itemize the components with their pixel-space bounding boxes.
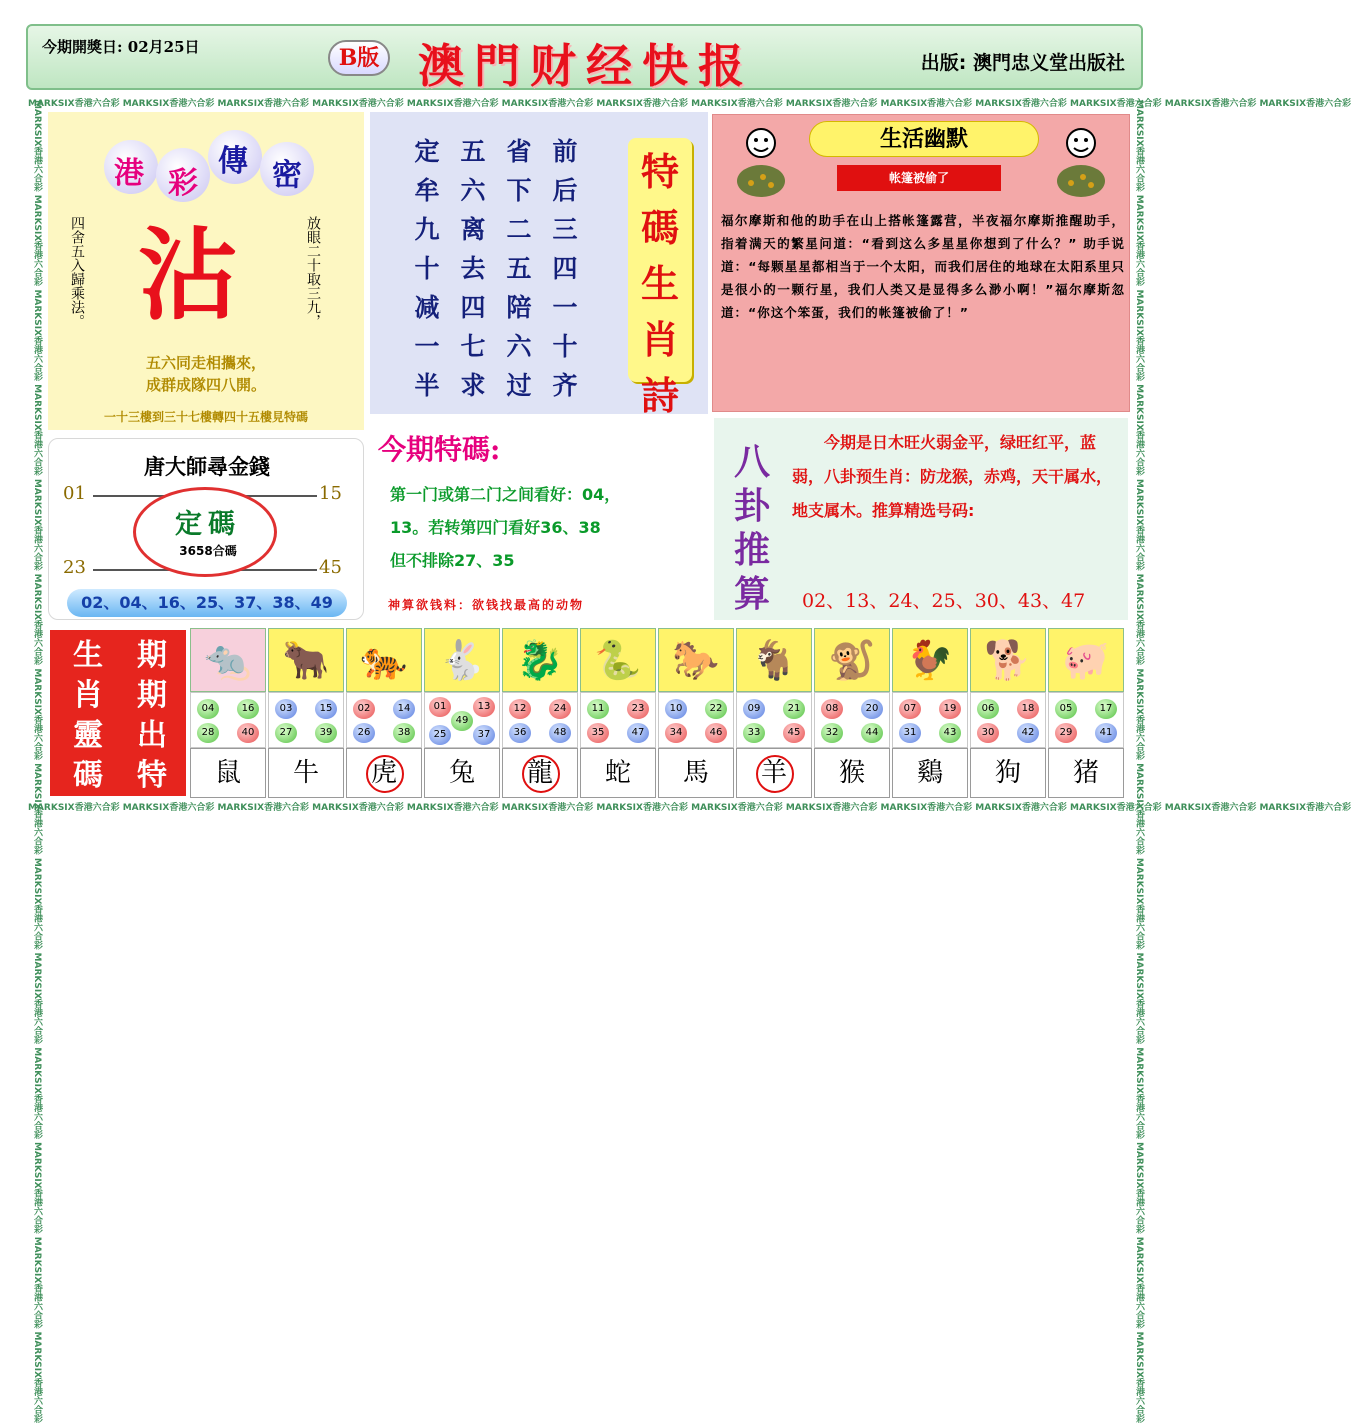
poem-character: 后 bbox=[552, 176, 578, 205]
issue-date: 今期開獎日: 02月25日 bbox=[42, 38, 200, 56]
bagua-character: 八 bbox=[733, 441, 770, 483]
number-ball: 36 bbox=[509, 723, 531, 743]
zodiac-image bbox=[814, 628, 890, 692]
zodiac-image bbox=[892, 628, 968, 692]
humor-title: 生活幽默 bbox=[809, 121, 1039, 157]
poem-character: 陪 bbox=[506, 293, 532, 322]
issue-panel bbox=[370, 418, 708, 622]
number-ball: 47 bbox=[627, 723, 649, 743]
issue-foot: 神算欲钱料：欲钱找最高的动物 bbox=[388, 598, 585, 612]
gangcai-panel bbox=[48, 112, 364, 430]
poem-character: 省 bbox=[506, 137, 532, 166]
poem-character: 牟 bbox=[414, 176, 440, 205]
number-ball: 17 bbox=[1095, 699, 1117, 719]
poem-character: 六 bbox=[506, 332, 532, 361]
humor-panel bbox=[712, 114, 1130, 412]
zodiac-name bbox=[190, 748, 266, 798]
poem-character: 四 bbox=[552, 254, 578, 283]
gangcai-char: 港 bbox=[114, 156, 144, 191]
zodiac-name bbox=[1048, 748, 1124, 798]
poem-character: 十 bbox=[552, 332, 578, 361]
tang-number: 15 bbox=[319, 483, 342, 504]
tang-number-bar: 02、04、16、25、37、38、49 bbox=[67, 589, 347, 617]
issue-line: 第一门或第二门之间看好：04， bbox=[390, 485, 621, 504]
poem-character: 七 bbox=[460, 332, 486, 361]
snake-icon: 🐍 bbox=[594, 638, 642, 682]
zodiac-name-text: 狗 bbox=[994, 758, 1021, 788]
number-ball: 19 bbox=[939, 699, 961, 719]
label-character: 生 bbox=[73, 638, 103, 673]
zodiac-image bbox=[424, 628, 500, 692]
tema-character: 特 bbox=[640, 149, 679, 194]
poem-line: 五六同走相攜來， bbox=[145, 354, 266, 372]
poem-character: 五 bbox=[460, 137, 486, 166]
poem-character: 三 bbox=[552, 215, 578, 244]
zodiac-name-text: 馬 bbox=[682, 758, 709, 788]
tiger-icon: 🐅 bbox=[360, 638, 408, 682]
heima-label: 3658合碼 bbox=[179, 544, 237, 558]
poem-character: 半 bbox=[414, 371, 440, 400]
poem-character: 过 bbox=[506, 371, 532, 400]
poem-column bbox=[456, 132, 490, 405]
zodiac-name-text: 猴 bbox=[838, 758, 865, 788]
zodiac-image bbox=[502, 628, 578, 692]
number-ball: 15 bbox=[315, 699, 337, 719]
number-ball: 04 bbox=[197, 699, 219, 719]
horse-icon: 🐎 bbox=[672, 638, 720, 682]
watermark-left: MARKSIX香港六合彩 MARKSIX香港六合彩 MARKSIX香港六合彩 MARKSIX香港六合彩 MARKSIX香港六合彩 MARKSIX香港六合彩 MARKSIX香港六合彩 MARKSIX香港六合彩 MARKSIX香港六合彩 MARKSIX香港六合彩 MARKSIX香港六合彩 MARKSIX香港六合彩 MARKSIX香港六合彩 MARKSIX香港六合彩 bbox=[32, 100, 42, 1423]
zodiac-name bbox=[502, 748, 578, 798]
monkey-icon: 🐒 bbox=[828, 638, 876, 682]
zodiac-image bbox=[658, 628, 734, 692]
number-ball: 09 bbox=[743, 699, 765, 719]
number-ball: 14 bbox=[393, 699, 415, 719]
tang-number: 23 bbox=[63, 557, 86, 578]
number-ball: 38 bbox=[393, 723, 415, 743]
issue-body bbox=[390, 478, 702, 577]
number-ball: 10 bbox=[665, 699, 687, 719]
zodiac-balls bbox=[190, 692, 266, 748]
poem-character: 减 bbox=[414, 293, 440, 322]
bagua-character: 算 bbox=[733, 573, 770, 615]
label-character: 特 bbox=[137, 758, 167, 793]
rat-icon: 🐀 bbox=[204, 638, 252, 682]
zodiac-balls bbox=[658, 692, 734, 748]
number-ball: 45 bbox=[783, 723, 805, 743]
number-ball: 31 bbox=[899, 723, 921, 743]
zodiac-image bbox=[190, 628, 266, 692]
tang-number: 45 bbox=[319, 557, 342, 578]
tang-master-panel bbox=[48, 438, 364, 620]
edition-badge: B版 bbox=[328, 40, 390, 76]
label-character: 出 bbox=[137, 718, 167, 753]
humor-subtitle: 帐篷被偷了 bbox=[837, 165, 1001, 191]
zodiac-name bbox=[580, 748, 656, 798]
bagua-title bbox=[730, 440, 774, 616]
poem-character: 二 bbox=[506, 215, 532, 244]
dingma-ellipse bbox=[133, 487, 277, 577]
number-ball: 18 bbox=[1017, 699, 1039, 719]
zodiac-balls bbox=[892, 692, 968, 748]
zodiac-image bbox=[970, 628, 1046, 692]
number-ball: 08 bbox=[821, 699, 843, 719]
publisher-label: 出版: 澳門忠义堂出版社 bbox=[920, 52, 1125, 74]
poem-character: 一 bbox=[552, 293, 578, 322]
number-ball: 03 bbox=[275, 699, 297, 719]
number-ball: 11 bbox=[587, 699, 609, 719]
zodiac-name-text: 鼠 bbox=[214, 758, 241, 788]
zodiac-balls bbox=[346, 692, 422, 748]
humor-body: 福尔摩斯和他的助手在山上搭帐篷露营，半夜福尔摩斯推醒助手，指着满天的繁星问道：“看到这么多星星你想到了什么？” 助手说道：“每颗星星都相当于一个太阳，而我们居住的地球在太阳系里只是很小的一颗行星，我们人类又是显得多么渺小啊！”福尔摩斯忽道：“你这个笨蛋，我们的帐篷被偷了！” bbox=[721, 213, 1125, 320]
label-character: 碼 bbox=[73, 758, 103, 793]
poem-character: 下 bbox=[506, 176, 532, 205]
poem-character: 离 bbox=[460, 215, 486, 244]
issue-line: 13。若转第四门看好36、38 bbox=[390, 518, 601, 537]
zodiac-name bbox=[346, 748, 422, 798]
zodiac-balls bbox=[268, 692, 344, 748]
number-ball: 37 bbox=[473, 725, 495, 745]
zodiac-balls bbox=[736, 692, 812, 748]
pig-icon: 🐖 bbox=[1062, 638, 1110, 682]
poem-character: 齐 bbox=[552, 371, 578, 400]
gangcai-logo bbox=[104, 128, 324, 201]
number-ball: 42 bbox=[1017, 723, 1039, 743]
number-ball: 33 bbox=[743, 723, 765, 743]
poem-character: 定 bbox=[414, 137, 440, 166]
zodiac-image bbox=[580, 628, 656, 692]
zodiac-name bbox=[268, 748, 344, 798]
zodiac-image bbox=[268, 628, 344, 692]
bagua-panel bbox=[714, 418, 1128, 620]
zodiac-name-text: 蛇 bbox=[604, 758, 631, 788]
zodiac-image bbox=[1048, 628, 1124, 692]
floor-line: 一十三樓到三十七樓轉四十五樓見特碼 bbox=[103, 410, 308, 424]
poem-character: 去 bbox=[460, 254, 486, 283]
number-ball: 16 bbox=[237, 699, 259, 719]
zodiac-balls bbox=[502, 692, 578, 748]
ox-icon: 🐂 bbox=[282, 638, 330, 682]
label-character: 期 bbox=[137, 678, 167, 713]
poem-column bbox=[410, 132, 444, 405]
number-ball: 05 bbox=[1055, 699, 1077, 719]
zodiac-balls bbox=[424, 692, 500, 748]
mascot-icon bbox=[1053, 123, 1109, 199]
gangcai-poem bbox=[48, 352, 364, 396]
zodiac-name bbox=[424, 748, 500, 798]
zodiac-name bbox=[892, 748, 968, 798]
number-ball: 32 bbox=[821, 723, 843, 743]
bagua-character: 推 bbox=[733, 529, 770, 571]
number-ball: 26 bbox=[353, 723, 375, 743]
tema-poem-box bbox=[628, 138, 692, 418]
zodiac-balls bbox=[970, 692, 1046, 748]
number-ball: 46 bbox=[705, 723, 727, 743]
zodiac-image bbox=[346, 628, 422, 692]
number-ball: 21 bbox=[783, 699, 805, 719]
tema-character: 生 bbox=[640, 261, 679, 306]
zodiac-balls bbox=[580, 692, 656, 748]
number-ball: 34 bbox=[665, 723, 687, 743]
watermark-bottom: MARKSIX香港六合彩 MARKSIX香港六合彩 MARKSIX香港六合彩 MARKSIX香港六合彩 MARKSIX香港六合彩 MARKSIX香港六合彩 MARKSIX香港六合彩 MARKSIX香港六合彩 MARKSIX香港六合彩 MARKSIX香港六合彩 MARKSIX香港六合彩 MARKSIX香港六合彩 MARKSIX香港六合彩 MARKSIX香港六合彩 bbox=[28, 803, 1351, 813]
rabbit-icon: 🐇 bbox=[438, 638, 486, 682]
number-ball: 27 bbox=[275, 723, 297, 743]
rooster-icon: 🐓 bbox=[906, 638, 954, 682]
poem-character: 四 bbox=[460, 293, 486, 322]
zodiac-name-text: 牛 bbox=[292, 758, 319, 788]
tema-poem-title bbox=[628, 144, 692, 424]
big-character: 沾 bbox=[138, 216, 238, 334]
poem-character: 五 bbox=[506, 254, 532, 283]
highlight-circle bbox=[756, 755, 794, 793]
label-character: 期 bbox=[137, 638, 167, 673]
issue-title: 今期特碼: bbox=[378, 433, 501, 466]
gangcai-char: 密 bbox=[272, 158, 302, 193]
number-ball: 13 bbox=[473, 697, 495, 717]
poem-character: 十 bbox=[414, 254, 440, 283]
zodiac-balls bbox=[1048, 692, 1124, 748]
highlight-circle bbox=[522, 755, 560, 793]
zodiac-name-text: 猪 bbox=[1072, 758, 1099, 788]
number-ball: 24 bbox=[549, 699, 571, 719]
number-ball: 40 bbox=[237, 723, 259, 743]
dog-icon: 🐕 bbox=[984, 638, 1032, 682]
number-ball: 48 bbox=[549, 723, 571, 743]
label-character: 靈 bbox=[73, 718, 103, 753]
zodiac-name bbox=[814, 748, 890, 798]
label-column bbox=[56, 636, 120, 796]
right-verse: 放眼二十取三九， bbox=[305, 216, 321, 328]
poem-character: 九 bbox=[414, 215, 440, 244]
number-ball: 25 bbox=[429, 725, 451, 745]
poem-column bbox=[502, 132, 536, 405]
gangcai-char: 傳 bbox=[218, 144, 248, 179]
tema-character: 詩 bbox=[640, 373, 679, 418]
zodiac-name-text: 羊 bbox=[760, 758, 787, 788]
zodiac-name bbox=[736, 748, 812, 798]
issue-line: 但不排除27、35 bbox=[390, 551, 515, 570]
watermark-right: MARKSIX香港六合彩 MARKSIX香港六合彩 MARKSIX香港六合彩 MARKSIX香港六合彩 MARKSIX香港六合彩 MARKSIX香港六合彩 MARKSIX香港六合彩 MARKSIX香港六合彩 MARKSIX香港六合彩 MARKSIX香港六合彩 MARKSIX香港六合彩 MARKSIX香港六合彩 MARKSIX香港六合彩 MARKSIX香港六合彩 bbox=[1134, 100, 1144, 1423]
dragon-icon: 🐉 bbox=[516, 638, 564, 682]
gangcai-char: 彩 bbox=[168, 166, 198, 201]
number-ball: 30 bbox=[977, 723, 999, 743]
number-ball: 12 bbox=[509, 699, 531, 719]
zodiac-image bbox=[736, 628, 812, 692]
number-ball: 20 bbox=[861, 699, 883, 719]
poem-column bbox=[548, 132, 582, 405]
number-ball: 22 bbox=[705, 699, 727, 719]
number-ball: 01 bbox=[429, 697, 451, 717]
number-ball: 02 bbox=[353, 699, 375, 719]
number-ball: 23 bbox=[627, 699, 649, 719]
mascot-icon bbox=[733, 123, 789, 199]
number-ball: 44 bbox=[861, 723, 883, 743]
number-ball: 41 bbox=[1095, 723, 1117, 743]
number-ball: 28 bbox=[197, 723, 219, 743]
tang-number: 01 bbox=[63, 483, 86, 504]
zodiac-name-text: 兔 bbox=[448, 758, 475, 788]
highlight-circle bbox=[366, 755, 404, 793]
label-column bbox=[120, 636, 184, 796]
poem-line: 成群成隊四八開。 bbox=[145, 376, 266, 394]
number-ball: 43 bbox=[939, 723, 961, 743]
left-verse: 四舍五入歸乘法。 bbox=[69, 216, 85, 328]
zodiac-name bbox=[658, 748, 734, 798]
number-ball: 49 bbox=[451, 711, 473, 731]
zodiac-name-text: 龍 bbox=[526, 758, 553, 788]
tema-character: 肖 bbox=[640, 317, 679, 362]
zodiac-table-label bbox=[48, 628, 188, 798]
zodiac-balls bbox=[814, 692, 890, 748]
poem-character: 一 bbox=[414, 332, 440, 361]
number-ball: 35 bbox=[587, 723, 609, 743]
zodiac-name bbox=[970, 748, 1046, 798]
number-ball: 39 bbox=[315, 723, 337, 743]
label-character: 肖 bbox=[73, 678, 103, 713]
zodiac-name-text: 鷄 bbox=[916, 758, 943, 788]
tema-character: 碼 bbox=[640, 205, 679, 250]
bagua-body: 今期是日木旺火弱金平，绿旺红平，蓝弱，八卦预生肖：防龙猴，赤鸡，天干属水，地支属木。推算精选号码: bbox=[792, 433, 1113, 520]
zodiac-table bbox=[48, 628, 1128, 798]
number-ball: 29 bbox=[1055, 723, 1077, 743]
watermark-top: MARKSIX香港六合彩 MARKSIX香港六合彩 MARKSIX香港六合彩 MARKSIX香港六合彩 MARKSIX香港六合彩 MARKSIX香港六合彩 MARKSIX香港六合彩 MARKSIX香港六合彩 MARKSIX香港六合彩 MARKSIX香港六合彩 MARKSIX香港六合彩 MARKSIX香港六合彩 MARKSIX香港六合彩 MARKSIX香港六合彩 bbox=[28, 99, 1351, 109]
number-ball: 06 bbox=[977, 699, 999, 719]
dingma-label: 定碼 bbox=[175, 509, 241, 540]
poem-character: 六 bbox=[460, 176, 486, 205]
bagua-numbers: 02、13、24、25、30、43、47 bbox=[802, 590, 1086, 612]
poem-character: 前 bbox=[552, 137, 578, 166]
header-bar bbox=[26, 24, 1143, 93]
masthead-title: 澳門财经快报 bbox=[418, 39, 754, 93]
zodiac-name-text: 虎 bbox=[370, 758, 397, 788]
bagua-character: 卦 bbox=[733, 485, 770, 527]
poem-character: 求 bbox=[460, 371, 486, 400]
number-ball: 07 bbox=[899, 699, 921, 719]
tang-title: 唐大師尋金錢 bbox=[144, 454, 270, 479]
goat-icon: 🐐 bbox=[750, 638, 798, 682]
